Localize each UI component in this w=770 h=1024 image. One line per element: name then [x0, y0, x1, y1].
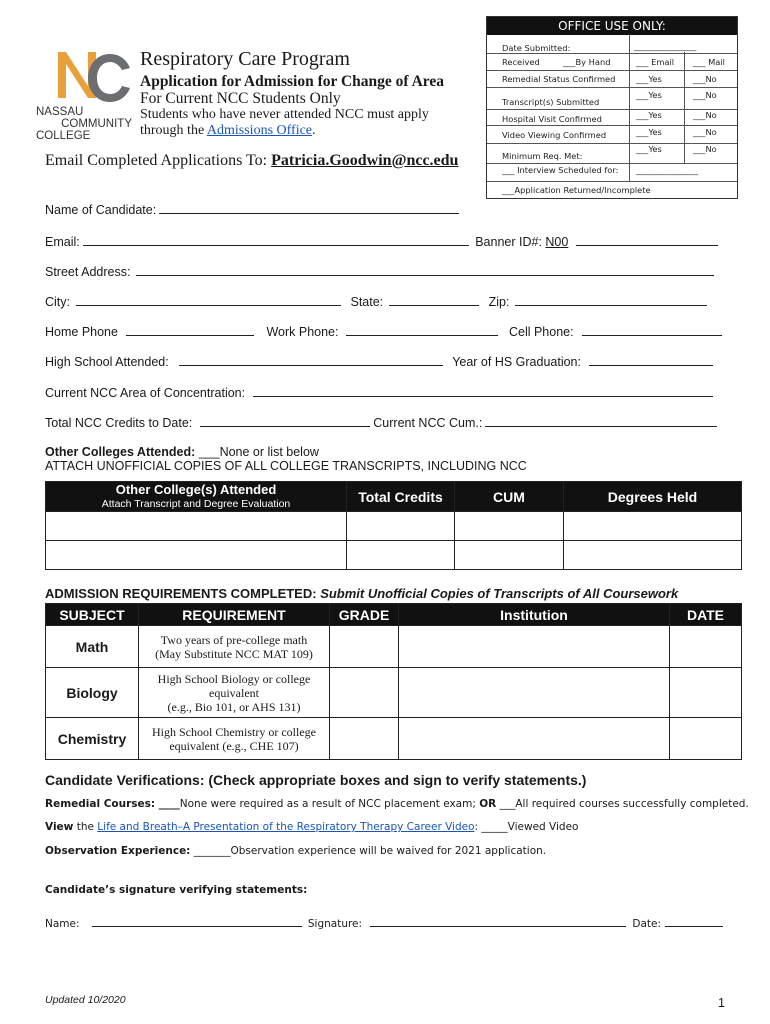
audience-note: For Current NCC Students Only — [140, 90, 341, 107]
email-instructions-label: Email Completed Applications To: — [45, 152, 272, 169]
phone-row — [45, 323, 725, 339]
email-field[interactable] — [83, 233, 469, 246]
office-remedial: Remedial Status Confirmed — [502, 74, 616, 84]
office-date-blank: _______________ — [634, 41, 697, 51]
col-requirement: REQUIREMENT — [139, 604, 330, 626]
col-grade: GRADE — [330, 604, 399, 626]
office-by-hand: ___By Hand — [563, 57, 611, 67]
requirement-chemistry — [139, 718, 330, 760]
office-interview: ___ Interview Scheduled for: — [502, 165, 619, 175]
other-colleges-option: ___None or list below — [195, 445, 319, 459]
ncc-logo — [36, 46, 136, 142]
ncc-logo-mark — [40, 46, 136, 104]
date-cell[interactable] — [670, 626, 742, 668]
hs-grad-field[interactable] — [589, 353, 713, 366]
table-row — [46, 512, 742, 541]
degrees-cell[interactable] — [564, 541, 742, 570]
cum-label: Current NCC Cum.: — [373, 416, 483, 430]
area-label: Current NCC Area of Concentration: — [45, 386, 246, 400]
state-field[interactable] — [389, 293, 479, 306]
home-phone-field[interactable] — [126, 323, 254, 336]
street-label: Street Address: — [45, 265, 131, 279]
institution-cell[interactable] — [399, 626, 670, 668]
office-mail: ___ Mail — [693, 57, 725, 67]
admissions-notice — [140, 107, 470, 139]
table-row — [46, 541, 742, 570]
college-cell[interactable] — [46, 541, 347, 570]
signature-heading: Candidate’s signature verifying statements: — [45, 884, 308, 896]
office-transcripts-yes: ___Yes — [636, 90, 662, 100]
verifications-heading: Candidate Verifications: (Check appropriate boxes and sign to verify statements.) — [45, 772, 587, 788]
hs-attended-label: High School Attended: — [45, 355, 169, 369]
cum-cell[interactable] — [455, 512, 564, 541]
cell-phone-field[interactable] — [582, 323, 722, 336]
contact-email[interactable]: Patricia.Goodwin@ncc.edu — [271, 152, 459, 169]
form-title: Application for Admission for Change of Area — [140, 73, 444, 90]
table-row — [46, 668, 742, 718]
candidate-name-row — [45, 201, 462, 217]
city-field[interactable] — [76, 293, 341, 306]
signature-row — [45, 916, 726, 930]
view-label: View — [45, 821, 74, 833]
other-colleges-table — [45, 481, 742, 570]
high-school-row — [45, 353, 716, 369]
admission-requirements-table — [45, 603, 742, 760]
degrees-cell[interactable] — [564, 512, 742, 541]
email-label: Email: — [45, 235, 80, 249]
work-phone-label: Work Phone: — [266, 325, 339, 339]
col-other-college — [46, 482, 347, 512]
admission-heading — [45, 586, 678, 601]
office-video: Video Viewing Confirmed — [502, 130, 607, 140]
admissions-office-link[interactable]: Admissions Office — [206, 123, 313, 138]
requirement-line: (May Substitute NCC MAT 109) — [155, 646, 313, 661]
grade-cell[interactable] — [330, 626, 399, 668]
requirement-line: equivalent (e.g., CHE 107) — [169, 738, 299, 753]
hs-attended-field[interactable] — [179, 353, 443, 366]
credits-field[interactable] — [200, 414, 370, 427]
work-phone-field[interactable] — [346, 323, 498, 336]
candidate-name-label: Name of Candidate: — [45, 203, 157, 217]
hs-grad-label: Year of HS Graduation: — [452, 355, 581, 369]
office-transcripts-no: ___No — [693, 90, 717, 100]
col-degrees-held: Degrees Held — [564, 482, 742, 512]
col-other-college-sub: Attach Transcript and Degree Evaluation — [101, 497, 291, 510]
zip-field[interactable] — [515, 293, 707, 306]
office-email: ___ Email — [636, 57, 675, 67]
admission-heading-note: Submit Unofficial Copies of Transcripts of All Coursework — [316, 586, 679, 601]
date-cell[interactable] — [670, 668, 742, 718]
office-date-submitted: Date Submitted: — [502, 43, 571, 53]
col-total-credits: Total Credits — [347, 482, 455, 512]
sig-date-label: Date: — [632, 918, 662, 930]
notice-end: . — [312, 123, 316, 138]
credits-row — [45, 414, 720, 430]
grade-cell[interactable] — [330, 718, 399, 760]
banner-label: Banner ID#: — [475, 235, 546, 249]
col-other-college-title: Other College(s) Attended — [115, 481, 277, 497]
office-minimum-no: ___No — [693, 144, 717, 154]
signature-label: Signature: — [307, 918, 363, 930]
email-row — [45, 233, 721, 249]
candidate-name-field[interactable] — [159, 201, 459, 214]
subject-chemistry: Chemistry — [46, 718, 139, 760]
requirement-biology — [139, 668, 330, 718]
area-field[interactable] — [253, 384, 713, 397]
institution-cell[interactable] — [399, 718, 670, 760]
street-address-field[interactable] — [136, 263, 714, 276]
col-subject: SUBJECT — [46, 604, 139, 626]
sig-name-label: Name: — [45, 918, 80, 930]
requirement-line: High School Biology or college — [157, 671, 311, 686]
observation-label: Observation Experience: — [45, 845, 191, 857]
office-hospital: Hospital Visit Confirmed — [502, 114, 602, 124]
city-label: City: — [45, 295, 70, 309]
email-instructions — [45, 152, 458, 170]
credits-cell[interactable] — [347, 541, 455, 570]
cell-phone-label: Cell Phone: — [508, 325, 574, 339]
remedial-or: OR — [479, 798, 497, 810]
remedial-text: None were required as a result of NCC placement exam; — [179, 798, 480, 810]
requirement-line: (e.g., Bio 101, or AHS 131) — [167, 699, 301, 714]
office-use-heading: OFFICE USE ONLY: — [487, 17, 737, 35]
observation-text: _______Observation experience will be waived for 2021 application. — [190, 845, 547, 857]
requirement-line: High School Chemistry or college — [152, 724, 316, 739]
attach-transcripts-note: ATTACH UNOFFICIAL COPIES OF ALL COLLEGE TRANSCRIPTS, INCLUDING NCC — [45, 459, 527, 473]
remedial-text-2: ___All required courses successfully completed. — [496, 798, 749, 810]
admission-heading-label: ADMISSION REQUIREMENTS COMPLETED: — [45, 586, 317, 601]
office-hospital-no: ___No — [693, 110, 717, 120]
zip-label: Zip: — [488, 295, 510, 309]
credits-cell[interactable] — [347, 512, 455, 541]
office-video-yes: ___Yes — [636, 127, 662, 137]
career-video-link[interactable]: Life and Breath–A Presentation of the Respiratory Therapy Career Video — [97, 821, 475, 833]
banner-id-field[interactable] — [576, 233, 718, 246]
logo-line-2: COMMUNITY — [61, 118, 132, 130]
col-institution: Institution — [399, 604, 670, 626]
grade-cell[interactable] — [330, 668, 399, 718]
video-line — [45, 821, 578, 833]
sig-name-field[interactable] — [92, 916, 302, 927]
street-row — [45, 263, 717, 279]
requirement-line: Two years of pre-college math — [160, 632, 308, 647]
office-received: Received — [502, 57, 540, 67]
logo-line-3: COLLEGE — [36, 130, 91, 142]
view-post: : _____Viewed Video — [474, 821, 579, 833]
office-transcripts: Transcript(s) Submitted — [502, 97, 600, 107]
city-row — [45, 293, 710, 309]
state-label: State: — [350, 295, 384, 309]
col-date: DATE — [670, 604, 742, 626]
credits-label: Total NCC Credits to Date: — [45, 416, 193, 430]
office-interview-blank: _______________ — [636, 165, 699, 175]
office-remedial-yes: ___Yes — [636, 74, 662, 84]
observation-line — [45, 845, 546, 857]
table-row — [46, 626, 742, 668]
other-colleges-line — [45, 445, 319, 459]
office-hospital-yes: ___Yes — [636, 110, 662, 120]
banner-prefix: N00 — [545, 235, 569, 249]
office-returned: ___Application Returned/Incomplete — [502, 185, 651, 195]
date-cell[interactable] — [670, 718, 742, 760]
requirement-line: equivalent — [209, 685, 259, 700]
col-cum: CUM — [455, 482, 564, 512]
institution-cell[interactable] — [399, 668, 670, 718]
program-title: Respiratory Care Program — [140, 48, 350, 70]
cum-field[interactable] — [485, 414, 717, 427]
cum-cell[interactable] — [455, 541, 564, 570]
remedial-label: Remedial Courses: ____ — [45, 798, 180, 810]
requirement-math — [139, 626, 330, 668]
office-minimum: Minimum Req. Met: — [502, 151, 583, 161]
subject-biology: Biology — [46, 668, 139, 718]
office-use-box — [486, 16, 738, 199]
notice-text: Students who have never attended NCC must apply through the — [140, 107, 429, 138]
signature-field[interactable] — [370, 916, 626, 927]
logo-line-1: NASSAU — [36, 106, 84, 118]
page-number: 1 — [718, 996, 725, 1010]
office-remedial-no: ___No — [693, 74, 717, 84]
office-minimum-yes: ___Yes — [636, 144, 662, 154]
remedial-line — [45, 798, 749, 810]
other-colleges-label: Other Colleges Attended: — [45, 445, 196, 459]
table-row — [46, 718, 742, 760]
updated-date: Updated 10/2020 — [45, 994, 126, 1006]
subject-math: Math — [46, 626, 139, 668]
office-video-no: ___No — [693, 127, 717, 137]
sig-date-field[interactable] — [665, 916, 723, 927]
area-row — [45, 384, 716, 400]
view-the: the — [73, 821, 98, 833]
college-cell[interactable] — [46, 512, 347, 541]
home-phone-label: Home Phone — [45, 325, 118, 339]
